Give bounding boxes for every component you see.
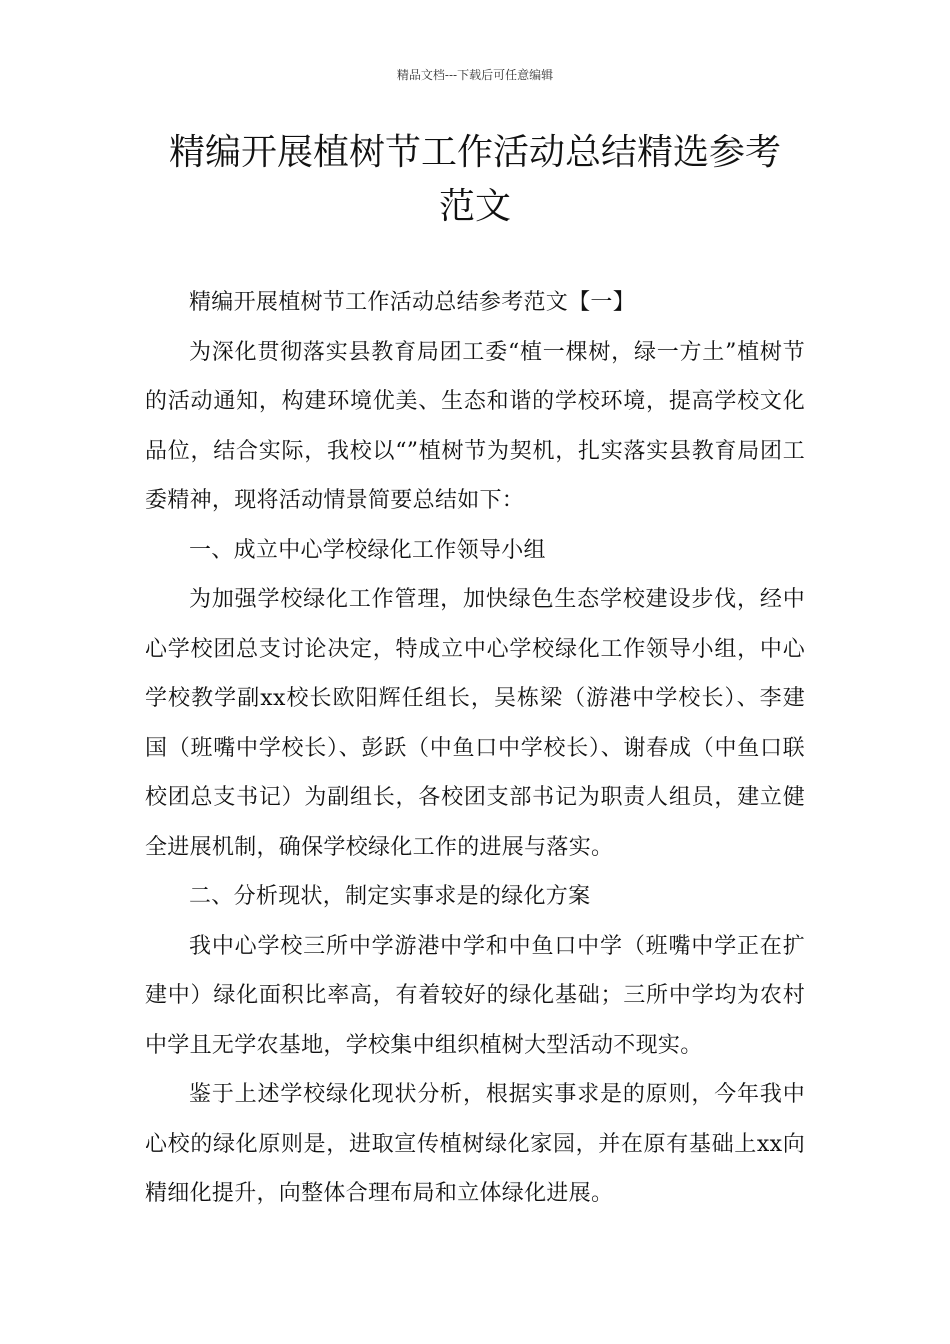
document-body [145,278,805,1219]
header-note: 精品文档---下载后可任意编辑 [396,68,554,82]
document-title [120,126,830,234]
title-line-1: 精编开展植树节工作活动总结精选参考 [168,132,781,173]
paragraph-intro: 为深化贯彻落实县教育局团工委“植一棵树，绿一方土”植树节的活动通知，构建环境优美、生态和谐的学校环境，提高学校文化品位，结合实际，我校以“”植树节为契机，扎实落实县教育局团工委精神，现将活动情景简要总结如下： [145,339,805,513]
paragraph-greening-principle: 鉴于上述学校绿化现状分析，根据实事求是的原则，今年我中心校的绿化原则是，进取宣传植树绿化家园，并在原有基础上xx向精细化提升，向整体合理布局和立体绿化进展。 [145,1082,805,1206]
section-heading-2: 二、分析现状，制定实事求是的绿化方案 [189,884,591,909]
title-line-2: 范文 [438,186,511,227]
section-heading-1: 一、成立中心学校绿化工作领导小组 [189,537,546,563]
section-heading-example-1: 精编开展植树节工作活动总结参考范文【一】 [189,290,636,315]
paragraph-current-status: 我中心学校三所中学游港中学和中鱼口中学（班嘴中学正在扩建中）绿化面积比率高，有着较好的绿化基础；三所中学均为农村中学且无学农基地，学校集中组织植树大型活动不现实。 [145,933,805,1058]
paragraph-leadership-group: 为加强学校绿化工作管理，加快绿色生态学校建设步伐，经中心学校团总支讨论决定，特成立中心学校绿化工作领导小组，中心学校教学副xx校长欧阳辉任组长，吴栋梁（游港中学校长）、李建国（班嘴中学校长）、彭跃（中鱼口中学校长）、谢春成（中鱼口联校团总支书记）为副组长，各校团支部书记为职责人组员，建立健全进展机制，确保学校绿化工作的进展与落实。 [145,587,805,860]
